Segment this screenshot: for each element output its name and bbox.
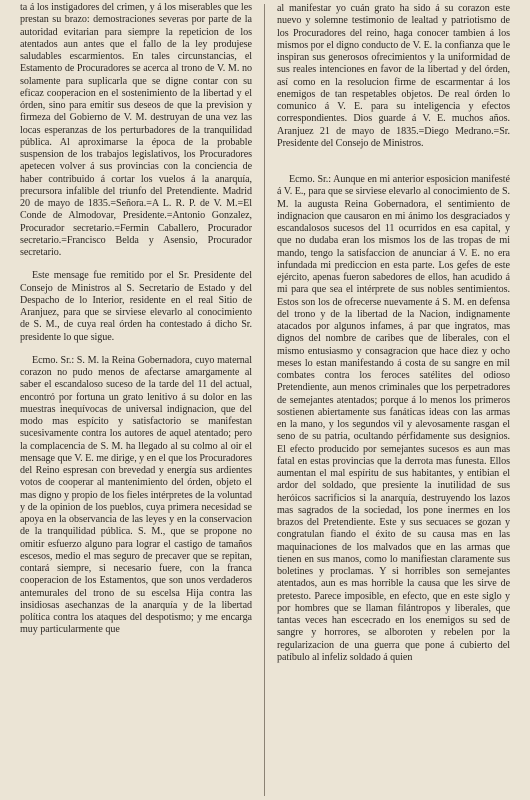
remittance-notice-paragraph: Este mensage fue remitido por el Sr. Presidente del Consejo de Ministros al S. Secretario de Estado y del Despacho de lo Interior, residente en el real Sitio de Aranjuez, para que se sirviese elevarlo al conocimiento de S. M., de cuya real órden ha contestado á dicho Sr. presidente lo que sigue. [20, 270, 252, 343]
left-column [20, 0, 252, 800]
army-general-letter-paragraph: Ecmo. Sr.: Aunque en mi anterior esposicion manifesté á V. E., para que se sirviese elevarlo al conocimiento de S. M. la augusta Reina Gobernadora, el sentimiento de indignacion que causaron en mi ánimo los desgraciados y escandalosos sucesos del 11 ocurridos en esa capital, y que no dudaba eran los mismos los de las tropas de mi mando, tengo la satisfaccion de anunciar á V. E. no era infundada mi prediccion en esta parte. Los gefes de este ejército, apenas fueron sabedores de ellos, han acudido á mi para que sea el intérprete de sus nobles sentimientos. Estos son los de ofrecerse nuevamente á S. M. en defensa del trono y de la libertad de la Nacion, indignamente atacados por algunos infames, á par que ingratos, mas dignos del nombre de caribes que de liberales, con el mismo entusiasmo y consagracion que hace diez y ocho meses lo estan manifestando á costa de su sangre en mil combates contra los feroces satélites del odioso Pretendiente, aun menos criminales que los perpetradores de semejantes atentados; porque á lo menos los primeros sostienen abiertamente sus fanáticas ideas con las armas en la mano, y los segundos vil y alevosamente rasgan el seno de su patria, ocultando pérfidamente sus designios. El efecto producido por semejantes sucesos es aun mas fatal en estas provincias que la derrota mas funesta. Ellos aumentan el mal espíritu de sus habitantes, y entibian el ardor del soldado, que presiente la inutilidad de sus heróicos sacrificios si la anarquía, destruyendo los lazos mas sagrados de la sociedad, los pone inermes en los brazos del Pretendiente. Este y sus secuaces se gozan y congratulan fiando el éxito de su causa mas en las maquinaciones de los malvados que en las armas que tienen en sus manos, como lo manifiestan claramente sus boletines y proclamas. Y si horribles son semejantes atentados, aun es mas horrible la causa que les sirve de pretesto. Parece imposible, en efecto, que en este siglo y por hombres que se llaman filántropos y liberales, que tantas veces han escecrado en los enemigos su sed de sangre y horrores, se alboroten y rebelen por la regularizacion de una guerra que pone á cubierto del patíbulo al infeliz soldado á quien [277, 174, 510, 663]
column-divider [264, 4, 265, 796]
royal-reply-letter-paragraph: Ecmo. Sr.: S. M. la Reina Gobernadora, cuyo maternal corazon no pudo menos de afectarse amargamente al saber el escandaloso suceso de la tarde del 11 del actual, encontró por fortuna un grato lenitivo á su dolor en las muestras inequívocas de universal indignacion, que del modo mas espícito y satisfactorio se manifestan sucesivamente contra los autores de aquel atentado; pero la complacencia de S. M. ha llegado al su colmo al oir el mensage que V. E. me dirige, y en el que los Procuradores del Reino espresan con brevedad y energía sus ardientes votos de cooperar al mantenimiento del órden, objeto el mas digno y propio de los fieles intérpretes de la voluntad y de la opinion de los pueblos, cuya primera necesidad se apoya en la observancia de las leyes y en la conservacion de la tranquilidad pública. S. M., que se propone no omitir esfuerzo alguno para lograr el castigo de tamaños escesos, medio el mas seguro de precaver que se repitan, contará siempre, si necesario fuere, con la franca cooperacion de los Estamentos, que son unos verdaderos antemurales del trono de su escelsa Hija contra las insidiosas asechanzas de la anarquía y de la libertad política contra los ataques del despotismo; y me encarga muy particularmente que [20, 354, 252, 636]
right-column [277, 0, 510, 800]
address-conclusion-paragraph: ta á los instigadores del crimen, y á los miserables que les prestan su brazo: demostraciones severas por parte de la autoridad evitarian para siempre la repeticion de los atentados aun antes que el fallo de la ley produjese saludables escarmientos. En tales circunstancias, el Estamento de Procuradores se acerca al trono de V. M. no solamente para suplicarla que se digne contar con su eficaz cooperacion en el sostenimiento de la libertad y el órden, sino para emitir sus deseos de que la prevision y firmeza del Gobierno de V. M. destruyan de una vez las locas esperanzas de los perturbadores de la tranquilidad pública. Al aproximarse la época de la probable suspension de los trabajos legislativos, los Procuradores apetecen volver á sus provincias con la conciencia de haber contribuido á cortar los vuelos á la anarquía, precursora infalible del triunfo del Pretendiente. Madrid 20 de mayo de 1835.=Señora.=A L. R. P. de V. M.=El Conde de Almodovar, Presidente.=Antonio Gonzalez, Procurador secretario.=Fermin Caballero, Procurador secretario.=Francisco Belda y Asensio, Procurador secretario. [20, 2, 252, 258]
royal-reply-conclusion-paragraph: al manifestar yo cuán grato ha sido á su corazon este nuevo y solemne testimonio de lealtad y patriotismo de los Procuradores del reino, haga conocer tambien á los mismos por el digno conducto de V. E. la confianza que le inspiran sus generosos ofrecimientos y la uniformidad de sus reales intenciones en favor de la libertad y del órden, así como en la resolucion firme de escarmentar á los enemigos de tan respetables objetos. De real órden lo comunico á V. E. para su inteligencia y efectos correspondientes. Dios guarde á V. E. muchos años. Aranjuez 21 de mayo de 1835.=Diego Medrano.=Sr. Presidente del Consejo de Ministros. [277, 3, 510, 149]
